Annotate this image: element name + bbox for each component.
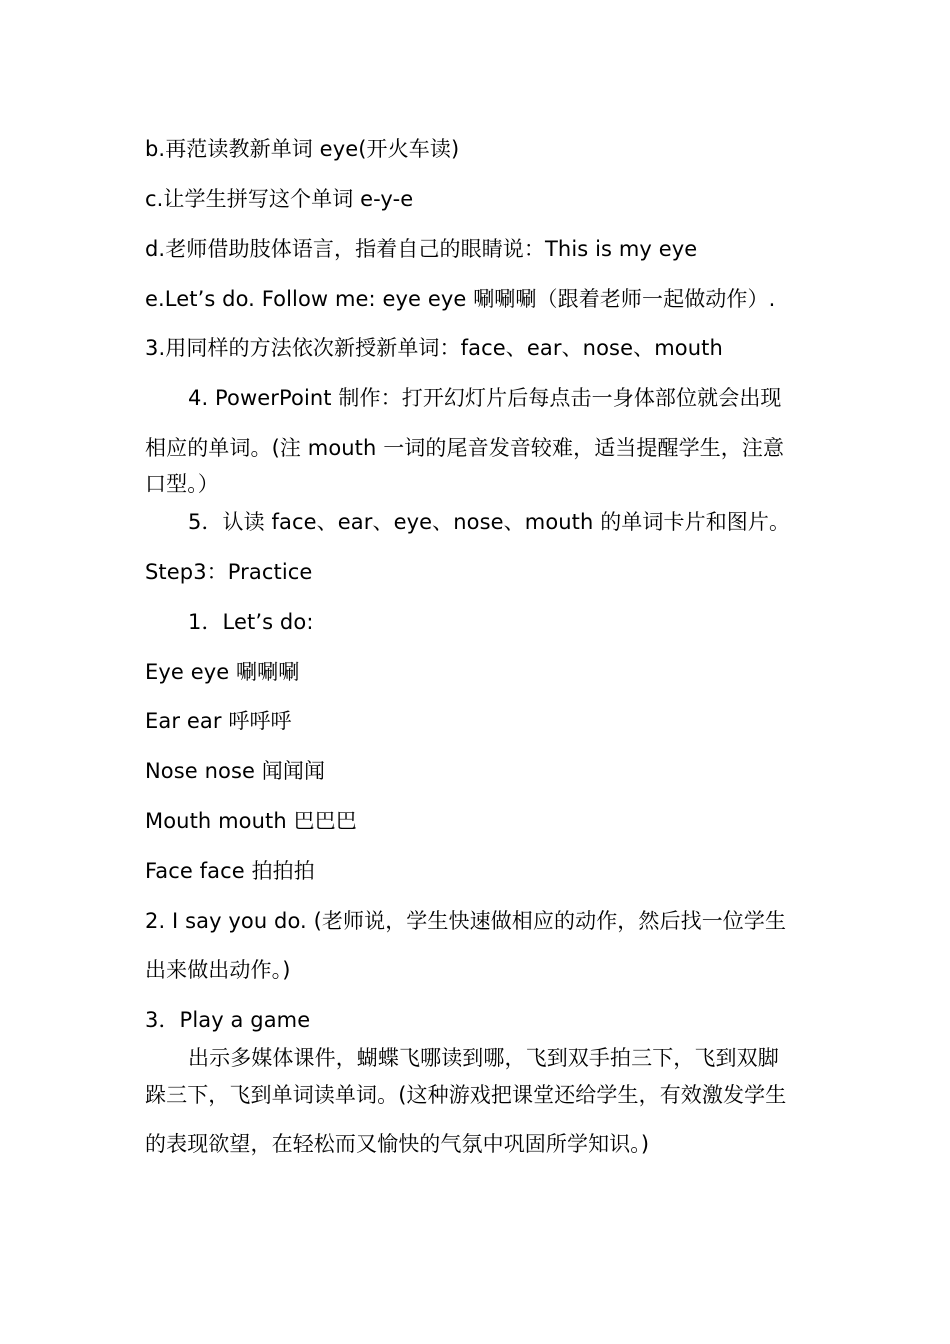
text-line: 2. I say you do. (老师说，学生快速做相应的动作，然后找一位学生 — [145, 909, 787, 933]
text-line: 5．认读 face、ear、eye、nose、mouth 的单词卡片和图片。 — [188, 510, 791, 534]
text-line: d.老师借助肢体语言，指着自己的眼睛说：This is my eye — [145, 237, 698, 261]
text-line: Ear ear 呼呼呼 — [145, 709, 292, 733]
text-line: 3.用同样的方法依次新授新单词：face、ear、nose、mouth — [145, 336, 723, 360]
text-line: 1．Let’s do: — [188, 610, 314, 634]
text-line: Face face 拍拍拍 — [145, 859, 315, 883]
text-line: e.Let’s do. Follow me: eye eye 唰唰唰（跟着老师一起做动作）. — [145, 287, 776, 311]
text-line: Eye eye 唰唰唰 — [145, 660, 300, 684]
section-heading: Step3：Practice — [145, 560, 313, 584]
text-line: 4. PowerPoint 制作：打开幻灯片后每点击一身体部位就会出现 — [188, 386, 782, 410]
text-line: 跺三下，飞到单词读单词。(这种游戏把课堂还给学生，有效激发学生 — [145, 1083, 787, 1107]
text-line: 出来做出动作。) — [145, 958, 291, 982]
text-line: Mouth mouth 巴巴巴 — [145, 809, 357, 833]
text-line: 口型。） — [145, 472, 219, 496]
text-line: 3．Play a game — [145, 1008, 311, 1032]
text-line: 出示多媒体课件，蝴蝶飞哪读到哪，飞到双手拍三下，飞到双脚 — [188, 1046, 779, 1070]
text-line: c.让学生拼写这个单词 e-y-e — [145, 187, 414, 211]
text-line: 的表现欲望，在轻松而又愉快的气氛中巩固所学知识。) — [145, 1132, 650, 1156]
text-line: Nose nose 闻闻闻 — [145, 759, 326, 783]
text-line: b.再范读教新单词 eye(开火车读) — [145, 137, 460, 161]
text-line: 相应的单词。(注 mouth 一词的尾音发音较难，适当提醒学生，注意 — [145, 436, 785, 460]
